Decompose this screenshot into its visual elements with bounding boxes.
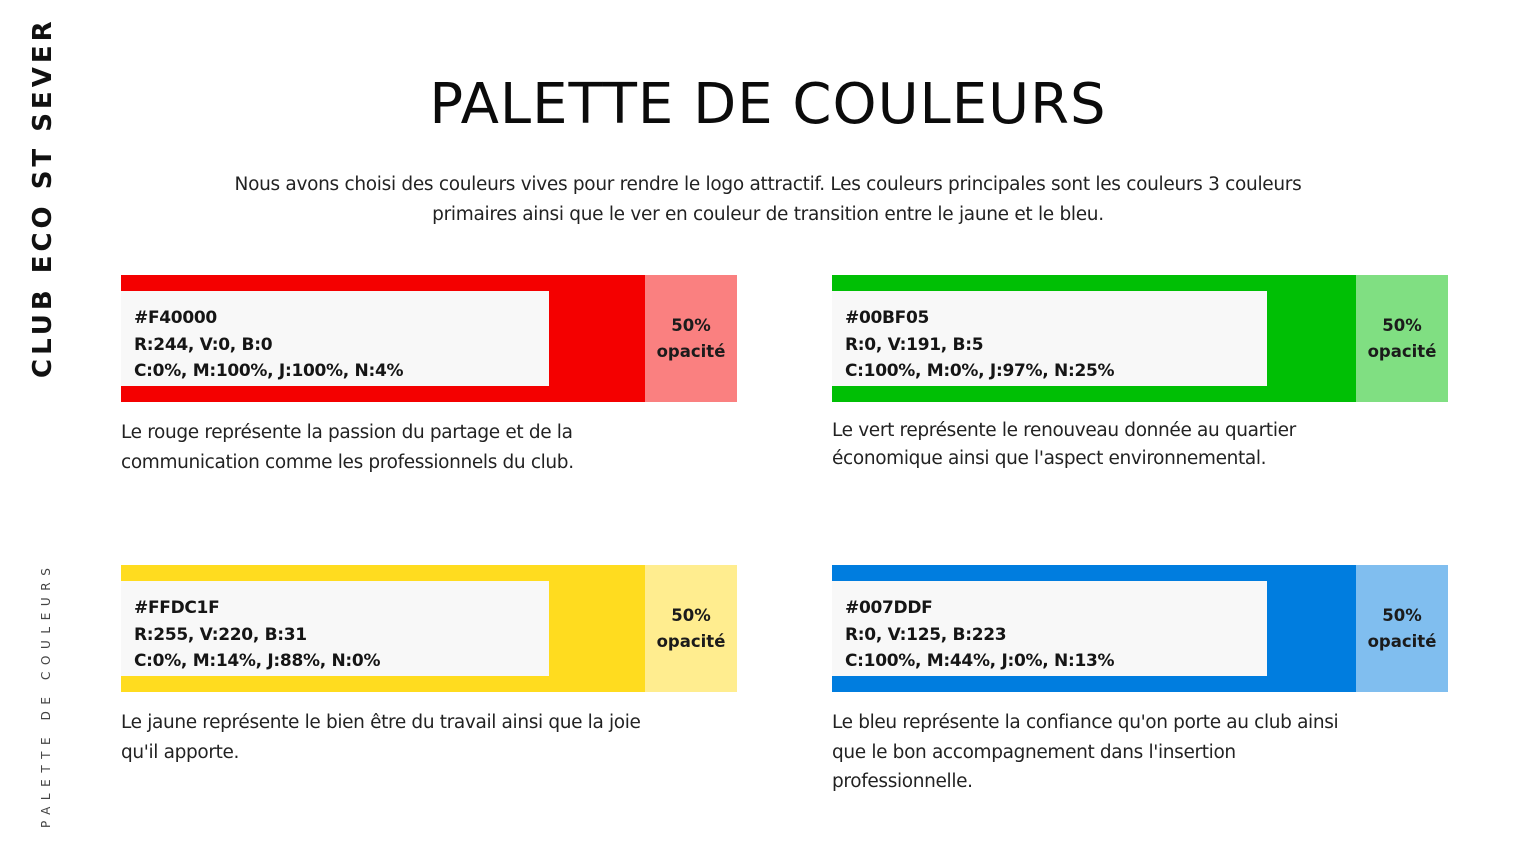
- page-title: PALETTE DE COULEURS: [429, 72, 1107, 137]
- opacity-label: opacité: [1367, 631, 1437, 651]
- hex-code: #F40000: [134, 308, 217, 328]
- rgb-values: R:0, V:125, B:223: [845, 624, 1007, 645]
- half-opacity-swatch: [645, 565, 737, 692]
- half-opacity-swatch: [1356, 565, 1448, 692]
- intro-paragraph: Nous avons choisi des couleurs vives pour rendre le logo attractif. Les couleurs principales sont les couleurs 3 couleurs primaires ainsi que le ver en couleur de transition entre le jaune et le bleu.: [234, 174, 1302, 225]
- opacity-percent: 50%: [671, 605, 711, 625]
- color-codes-box: [121, 291, 549, 386]
- color-description: Le vert représente le renouveau donnée au quartier économique ainsi que l'aspect environnemental.: [832, 420, 1296, 469]
- color-description: Le rouge représente la passion du partage et de la communication comme les professionnels du club.: [121, 422, 574, 473]
- color-card-red: [121, 275, 737, 477]
- cmjn-values: C:100%, M:44%, J:0%, N:13%: [845, 651, 1115, 671]
- color-codes-box: [832, 581, 1267, 676]
- opacity-percent: 50%: [671, 315, 711, 335]
- color-card-yellow: [121, 565, 737, 767]
- section-vertical-label: PALETTE DE COULEURS: [39, 561, 53, 828]
- hex-code: #00BF05: [845, 308, 930, 328]
- hex-code: #FFDC1F: [134, 598, 220, 618]
- color-swatch-bar: [832, 565, 1448, 692]
- opacity-label: opacité: [656, 341, 726, 361]
- hex-code: #007DDF: [845, 598, 933, 618]
- half-opacity-swatch: [1356, 275, 1448, 402]
- color-description: Le jaune représente le bien être du travail ainsi que la joie qu'il apporte.: [121, 712, 641, 763]
- cmjn-values: C:0%, M:100%, J:100%, N:4%: [134, 361, 404, 381]
- color-description: Le bleu représente la confiance qu'on porte au club ainsi que le bon accompagnement dans l'insertion professionnelle.: [832, 712, 1339, 792]
- cmjn-values: C:100%, M:0%, J:97%, N:25%: [845, 361, 1115, 381]
- color-swatch-bar: [121, 565, 737, 692]
- opacity-label: opacité: [1367, 341, 1437, 361]
- rgb-values: R:0, V:191, B:5: [845, 334, 984, 355]
- color-card-blue: [832, 565, 1448, 797]
- rgb-values: R:255, V:220, B:31: [134, 624, 307, 645]
- color-codes-box: [121, 581, 549, 676]
- opacity-label: opacité: [656, 631, 726, 651]
- color-card-green: [832, 275, 1448, 473]
- color-swatch-bar: [121, 275, 737, 402]
- color-codes-box: [832, 291, 1267, 386]
- rgb-values: R:244, V:0, B:0: [134, 334, 273, 355]
- brand-vertical-title: CLUB ECO ST SEVER: [28, 17, 58, 378]
- half-opacity-swatch: [645, 275, 737, 402]
- opacity-percent: 50%: [1382, 315, 1422, 335]
- color-swatch-bar: [832, 275, 1448, 402]
- opacity-percent: 50%: [1382, 605, 1422, 625]
- cmjn-values: C:0%, M:14%, J:88%, N:0%: [134, 651, 381, 671]
